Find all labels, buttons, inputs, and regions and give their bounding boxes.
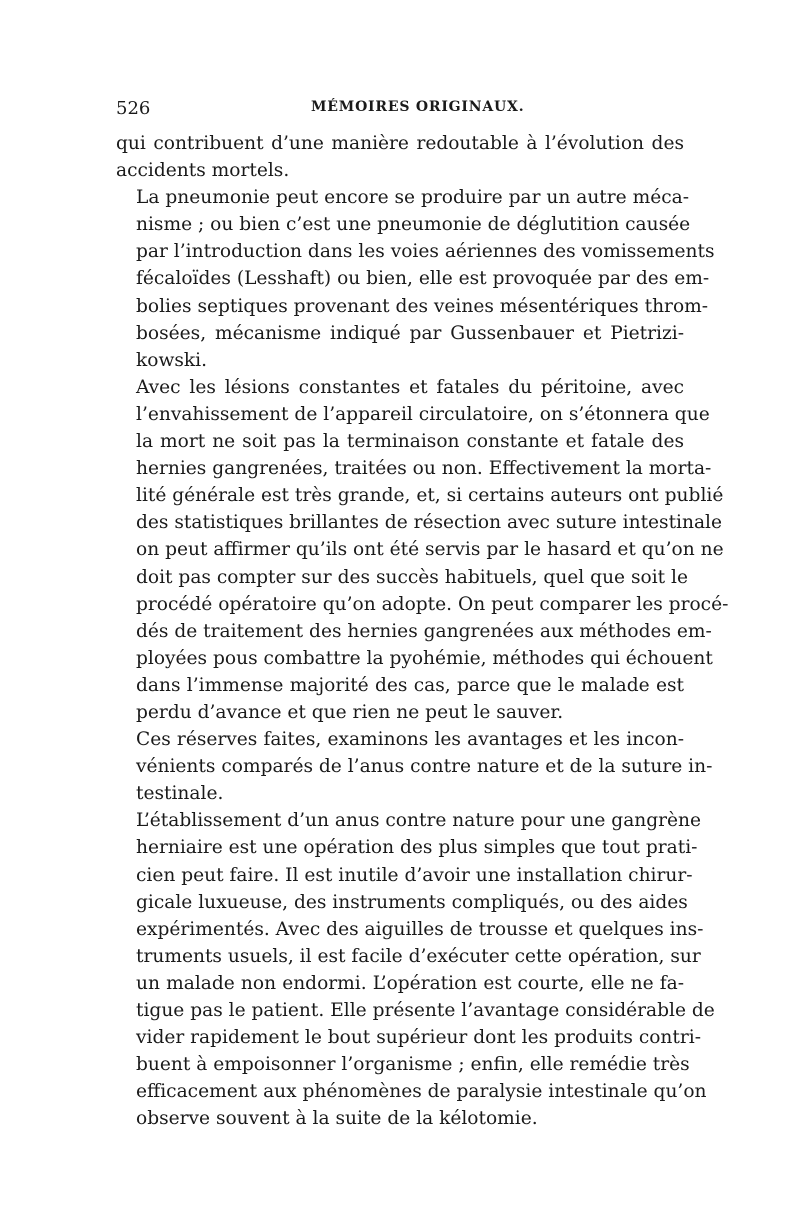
paragraph [116, 130, 684, 184]
text-line: perdu d’avance et que rien ne peut le sauver. [136, 701, 564, 723]
text-line: dans l’immense majorité des cas, parce que le malade est [136, 674, 684, 696]
text-line: lité générale est très grande, et, si certains auteurs ont publié [136, 485, 724, 507]
paragraph [116, 807, 715, 1132]
text-line: L’établissement d’un anus contre nature pour une gangrène [136, 810, 702, 832]
text-line: doit pas compter sur des succès habituels, quel que soit le [136, 566, 688, 588]
page-header [116, 98, 684, 124]
text-line: efficacement aux phénomènes de paralysie intestinale qu’on [136, 1081, 707, 1103]
text-line: des statistiques brillantes de résection avec suture intestinale [136, 512, 723, 534]
text-line: herniaire est une opération des plus simples que tout prati- [136, 837, 698, 859]
text-line: procédé opératoire qu’on adopte. On peut comparer les procé- [136, 593, 729, 615]
paragraph [116, 726, 713, 807]
paragraph [116, 184, 715, 374]
text-line: un malade non endormi. L’opération est courte, elle ne fa- [136, 972, 684, 994]
text-line: on peut affirmer qu’ils ont été servis par le hasard et qu’on ne [136, 539, 724, 561]
text-line: vénients comparés de l’anus contre nature et de la suture in- [136, 756, 713, 778]
text-line: nisme ; ou bien c’est une pneumonie de déglutition causée [136, 214, 691, 236]
text-line: dés de traitement des hernies gangrenées aux méthodes em- [136, 620, 712, 642]
text-line: buent à empoisonner l’organisme ; enfin, elle remédie très [136, 1054, 690, 1076]
text-line: observe souvent à la suite de la kélotomie. [136, 1108, 538, 1130]
paragraph [116, 374, 729, 726]
text-line: accidents mortels. [116, 160, 290, 182]
text-line: Ces réserves faites, examinons les avantages et les incon- [136, 729, 684, 751]
text-line: expérimentés. Avec des aiguilles de trousse et quelques ins- [136, 918, 704, 940]
text-line: bosées, mécanisme indiqué par Gussenbauer et Pietrizi- [136, 322, 684, 344]
running-title: MÉMOIRES ORIGINAUX. [311, 99, 525, 115]
text-line: fécaloïdes (Lesshaft) ou bien, elle est provoquée par des em- [136, 268, 710, 290]
text-line: gicale luxueuse, des instruments compliqués, ou des aides [136, 891, 688, 913]
body-text [116, 130, 729, 1132]
text-line: par l’introduction dans les voies aériennes des vomissements [136, 241, 715, 263]
text-line: Avec les lésions constantes et fatales du péritoine, avec [136, 376, 684, 398]
text-line: truments usuels, il est facile d’exécuter cette opération, sur [136, 945, 701, 967]
text-line: qui contribuent d’une manière redoutable à l’évolution des [116, 133, 684, 154]
text-line: La pneumonie peut encore se produire par un autre méca- [136, 187, 689, 209]
text-line: ployées pous combattre la pyohémie, méthodes qui échouent [136, 647, 713, 669]
text-line: cien peut faire. Il est inutile d’avoir une installation chirur- [136, 864, 693, 886]
text-line: l’envahissement de l’appareil circulatoire, on s’étonnera que [136, 403, 710, 425]
text-line: kowski. [136, 349, 208, 371]
text-line: vider rapidement le bout supérieur dont les produits contri- [136, 1027, 701, 1049]
text-line: bolies septiques provenant des veines mésentériques throm- [136, 295, 709, 317]
text-line: la mort ne soit pas la terminaison constante et fatale des [136, 431, 684, 453]
page-number: 526 [116, 98, 151, 119]
text-line: tigue pas le patient. Elle présente l’avantage considérable de [136, 1000, 715, 1021]
text-line: testinale. [136, 783, 224, 805]
text-line: hernies gangrenées, traitées ou non. Effectivement la morta- [136, 458, 712, 480]
